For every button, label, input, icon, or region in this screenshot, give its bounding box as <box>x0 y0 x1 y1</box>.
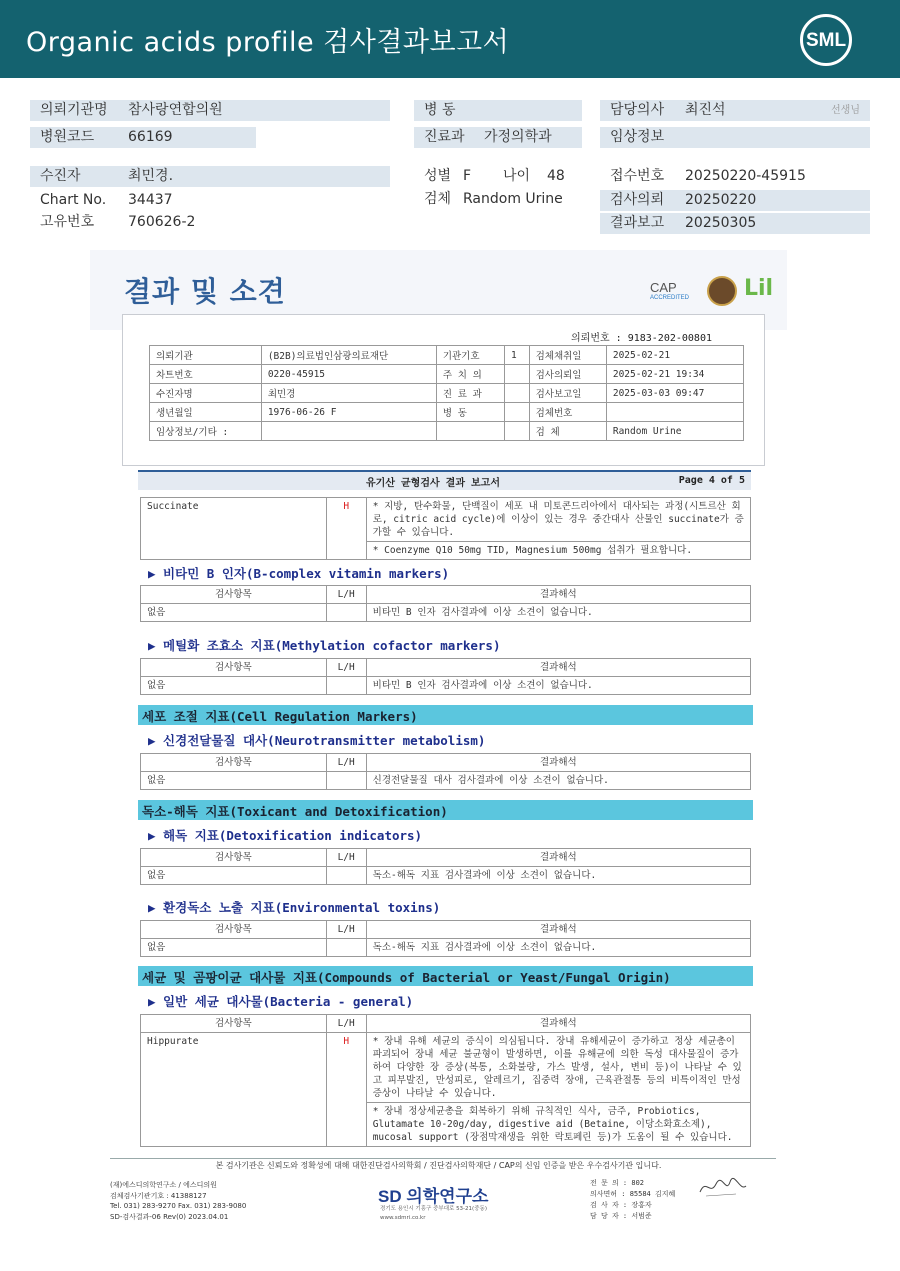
info-value <box>606 403 743 422</box>
subject-value: 최민경. <box>128 168 174 184</box>
info-row <box>150 422 744 441</box>
specimen-field <box>414 189 594 210</box>
info-label: 검체번호 <box>529 403 606 422</box>
band-cell-regulation: 세포 조절 지표(Cell Regulation Markers) <box>138 705 753 725</box>
lh-value <box>326 772 366 790</box>
item-name: 없음 <box>141 604 327 622</box>
col-item: 검사항목 <box>141 659 327 677</box>
lab-contact-line: (재)에스디의학연구소 / 에스디의원 <box>110 1181 217 1189</box>
scanned-report <box>90 250 787 1250</box>
request-number: 의뢰번호 : 9183-202-00801 <box>571 333 712 344</box>
reported-value: 20250305 <box>685 215 757 231</box>
signatory-line: 전 문 의 : 802 <box>590 1179 645 1187</box>
report-title: 유기산 균형검사 결과 보고서 <box>366 478 500 489</box>
lab-contact <box>110 1180 246 1222</box>
sex-label: 성별 <box>424 168 452 184</box>
page-indicator: Page 4 of 5 <box>678 475 745 486</box>
receipt-field <box>600 166 870 187</box>
col-interp: 결과해석 <box>366 754 750 772</box>
item-name: 없음 <box>141 772 327 790</box>
info-label: 차트번호 <box>150 365 262 384</box>
section-neurotransmitter: ▶ 신경전달물질 대사(Neurotransmitter metabolism) <box>148 733 486 748</box>
chart-label: Chart No. <box>40 192 107 208</box>
col-lh: L/H <box>326 659 366 677</box>
lab-contact-line: SD-검사결과-06 Rev(0) 2023.04.01 <box>110 1212 229 1221</box>
reported-field <box>600 213 870 234</box>
info-label: 생년월일 <box>150 403 262 422</box>
sd-logo: SD 의학연구소 <box>378 1187 489 1206</box>
info-value: Random Urine <box>606 422 743 441</box>
chart-field <box>30 190 390 211</box>
info-row <box>150 384 744 403</box>
col-item: 검사항목 <box>141 1015 327 1033</box>
table-header-row <box>141 1015 751 1033</box>
interpretation-text: 신경전달물질 대사 검사결과에 이상 소견이 없습니다. <box>366 772 750 790</box>
specimen-info-box <box>122 314 765 466</box>
methylation-table <box>140 658 751 695</box>
info-row <box>150 365 744 384</box>
ward-label: 병 동 <box>424 102 456 118</box>
col-lh: L/H <box>326 921 366 939</box>
results-title: 결과 및 소견 <box>124 275 286 308</box>
interpretation-text: * 지방, 탄수화물, 단백질이 세포 내 미토콘드리아에서 대사되는 과정(시트르산 회로, citric acid cycle)에 이상이 있는 경우 중간대사 산물인 succinate가 증가할 수 있습니다. <box>366 498 750 542</box>
table-row <box>141 772 751 790</box>
col-interp: 결과해석 <box>366 586 750 604</box>
succinate-table <box>140 497 751 560</box>
interpretation-text: 독소-해독 지표 검사결과에 이상 소견이 없습니다. <box>366 939 750 957</box>
receipt-value: 20250220-45915 <box>685 168 806 184</box>
info-value: 2025-02-21 19:34 <box>606 365 743 384</box>
col-lh: L/H <box>326 586 366 604</box>
info-value: 1976-06-26 F <box>261 403 436 422</box>
info-label: 검사보고일 <box>529 384 606 403</box>
sex-age-field <box>414 166 594 187</box>
col-item: 검사항목 <box>141 754 327 772</box>
table-header-row <box>141 849 751 867</box>
signatories <box>590 1178 675 1222</box>
age-value: 48 <box>547 168 565 184</box>
info-label: 병 동 <box>436 403 504 422</box>
hospital-code-field <box>30 127 256 148</box>
sd-address-line: 경기도 용인시 기흥구 중부대로 53-21(중동) <box>380 1206 487 1212</box>
table-header-row <box>141 754 751 772</box>
col-interp: 결과해석 <box>366 921 750 939</box>
table-row <box>141 677 751 695</box>
id-value: 760626-2 <box>128 214 196 230</box>
lh-value <box>326 867 366 885</box>
subject-label: 수진자 <box>40 168 81 184</box>
lh-value <box>326 939 366 957</box>
seal-icon <box>707 276 737 306</box>
col-item: 검사항목 <box>141 849 327 867</box>
band-toxicant: 독소-해독 지표(Toxicant and Detoxification) <box>138 800 753 820</box>
department-label: 진료과 <box>424 129 465 145</box>
signatory-line: 담 당 자 : 서범준 <box>590 1212 652 1220</box>
info-value: (B2B)의료법인삼광의료재단 <box>261 346 436 365</box>
info-value <box>261 422 436 441</box>
interpretation-text: * 장내 정상세균총을 회복하기 위해 규칙적인 식사, 금주, Probiotics, Glutamate 10-20g/day, digestive aid (Betaine, 이당소화효소제), mucosal support (장점막재생을 위한 락토페린 등)가 도움이 될 수 있습니다. <box>366 1103 750 1147</box>
id-label: 고유번호 <box>40 214 95 230</box>
interpretation-text: 독소-해독 지표 검사결과에 이상 소견이 없습니다. <box>366 867 750 885</box>
table-row <box>141 939 751 957</box>
item-name: 없음 <box>141 939 327 957</box>
info-label: 검 체 <box>529 422 606 441</box>
footer-divider <box>110 1158 776 1159</box>
department-value: 가정의학과 <box>484 129 552 145</box>
info-label: 수진자명 <box>150 384 262 403</box>
lab-contact-line: Tel. 031) 283-9270 Fax. 031) 283-9080 <box>110 1202 247 1210</box>
institution-value: 참사랑연합의원 <box>128 102 223 118</box>
info-row <box>150 403 744 422</box>
info-row <box>150 346 744 365</box>
doctor-label: 담당의사 <box>610 102 665 118</box>
lab-contact-line: 검체검사기관기호 : 41388127 <box>110 1191 207 1200</box>
requested-value: 20250220 <box>685 192 757 208</box>
institution-label: 의뢰기관명 <box>40 102 108 118</box>
sml-logo <box>800 14 852 66</box>
requested-label: 검사의뢰 <box>610 192 665 208</box>
reported-label: 결과보고 <box>610 215 665 231</box>
hospital-code-label: 병원코드 <box>40 129 95 145</box>
cap-logo-sub: ACCREDITED <box>650 295 690 301</box>
environmental-table <box>140 920 751 957</box>
sex-value: F <box>463 168 472 184</box>
table-header-row <box>141 659 751 677</box>
chart-value: 34437 <box>128 192 173 208</box>
receipt-label: 접수번호 <box>610 168 665 184</box>
info-value <box>505 384 530 403</box>
band-bacterial: 세균 및 곰팡이균 대사물 지표(Compounds of Bacterial or Yeast/Fungal Origin) <box>138 966 753 986</box>
item-name: 없음 <box>141 677 327 695</box>
col-lh: L/H <box>326 1015 366 1033</box>
specimen-info-table <box>149 345 744 441</box>
info-value: 2025-03-03 09:47 <box>606 384 743 403</box>
lh-value <box>326 677 366 695</box>
high-flag: H <box>326 498 366 560</box>
cap-logo <box>650 280 689 301</box>
detoxification-table <box>140 848 751 885</box>
clinical-label: 임상정보 <box>610 129 665 145</box>
accreditation-note: 본 검사기관은 신뢰도와 정확성에 대해 대한진단검사의학회 / 진단검사의학재단 / CAP의 신임 인증을 받은 우수검사기관 입니다. <box>215 1161 662 1170</box>
table-row <box>141 498 751 542</box>
info-value: 2025-02-21 <box>606 346 743 365</box>
info-label: 의뢰기관 <box>150 346 262 365</box>
doctor-value: 최진석 <box>685 102 726 118</box>
info-label: 검체채취일 <box>529 346 606 365</box>
info-label: 주 치 의 <box>436 365 504 384</box>
col-item: 검사항목 <box>141 586 327 604</box>
sd-address-line: www.sdmri.co.kr <box>380 1215 426 1221</box>
specimen-value: Random Urine <box>463 191 563 207</box>
section-detoxification: ▶ 해독 지표(Detoxification indicators) <box>148 828 423 843</box>
table-row <box>141 867 751 885</box>
section-bacteria-general: ▶ 일반 세균 대사물(Bacteria - general) <box>148 994 414 1009</box>
age-label: 나이 <box>503 168 531 184</box>
report-header <box>138 470 751 490</box>
doctor-field <box>600 100 870 121</box>
item-name: Succinate <box>141 498 327 560</box>
interpretation-text: * Coenzyme Q10 50mg TID, Magnesium 500mg 섭취가 필요합니다. <box>366 542 750 560</box>
info-value: 0220-45915 <box>261 365 436 384</box>
header-bar <box>0 0 900 78</box>
info-value: 1 <box>505 346 530 365</box>
table-row <box>141 1033 751 1103</box>
interpretation-text: 비타민 B 인자 검사결과에 이상 소견이 없습니다. <box>366 677 750 695</box>
bacteria-table <box>140 1014 751 1147</box>
sd-address <box>380 1205 487 1223</box>
info-label: 임상정보/기타 : <box>150 422 262 441</box>
page-title: Organic acids profile 검사결과보고서 <box>26 27 510 58</box>
col-interp: 결과해석 <box>366 849 750 867</box>
info-value <box>505 422 530 441</box>
table-row <box>141 604 751 622</box>
specimen-label: 검체 <box>424 191 452 207</box>
col-lh: L/H <box>326 849 366 867</box>
clinical-field <box>600 127 870 148</box>
col-lh: L/H <box>326 754 366 772</box>
interpretation-text: 비타민 B 인자 검사결과에 이상 소견이 없습니다. <box>366 604 750 622</box>
requested-field <box>600 190 870 211</box>
col-item: 검사항목 <box>141 921 327 939</box>
institution-field <box>30 100 390 121</box>
department-field <box>414 127 582 148</box>
high-flag: H <box>326 1033 366 1147</box>
lil-logo: Lil <box>744 276 774 301</box>
info-value <box>505 403 530 422</box>
section-environmental: ▶ 환경독소 노출 지표(Environmental toxins) <box>148 900 441 915</box>
info-label: 진 료 과 <box>436 384 504 403</box>
ward-field <box>414 100 582 121</box>
item-name: Hippurate <box>141 1033 327 1147</box>
subject-field <box>30 166 390 187</box>
signatory-line: 검 사 자 : 장홍자 <box>590 1201 652 1209</box>
section-vitamin-b: ▶ 비타민 B 인자(B-complex vitamin markers) <box>148 566 450 581</box>
col-interp: 결과해석 <box>366 1015 750 1033</box>
section-methylation: ▶ 메틸화 조효소 지표(Methylation cofactor markers) <box>148 638 501 653</box>
interpretation-text: * 장내 유해 세균의 증식이 의심됩니다. 장내 유해세균이 증가하고 정상 세균총이 파괴되어 장내 세균 불균형이 발생하면, 이를 유해균에 의한 독성 대사물질이 증가하여 다양한 장 증상(복통, 소화불량, 가스 발생, 설사, 변비 등)이 나타날 수 있고 피부발진, 만성피로, 알레르기, 집중력 장애, 근육관절통 등의 비특이적인 만성증상이 나타날 수 있습니다. <box>366 1033 750 1103</box>
info-label: 검사의뢰일 <box>529 365 606 384</box>
lh-value <box>326 604 366 622</box>
info-value <box>505 365 530 384</box>
neurotransmitter-table <box>140 753 751 790</box>
col-interp: 결과해석 <box>366 659 750 677</box>
doctor-suffix: 선생님 <box>831 105 860 116</box>
vitamin-b-table <box>140 585 751 622</box>
table-header-row <box>141 586 751 604</box>
sml-logo-text: SML <box>805 30 847 51</box>
info-label <box>436 422 504 441</box>
cap-logo-text: CAP <box>650 280 677 295</box>
signatory-line: 의사면허 : 85584 김지혜 <box>590 1190 676 1198</box>
hospital-code-value: 66169 <box>128 129 173 145</box>
info-value: 최민경 <box>261 384 436 403</box>
item-name: 없음 <box>141 867 327 885</box>
table-header-row <box>141 921 751 939</box>
info-label: 기관기호 <box>436 346 504 365</box>
signature-icon <box>696 1174 750 1200</box>
id-field <box>30 212 390 233</box>
